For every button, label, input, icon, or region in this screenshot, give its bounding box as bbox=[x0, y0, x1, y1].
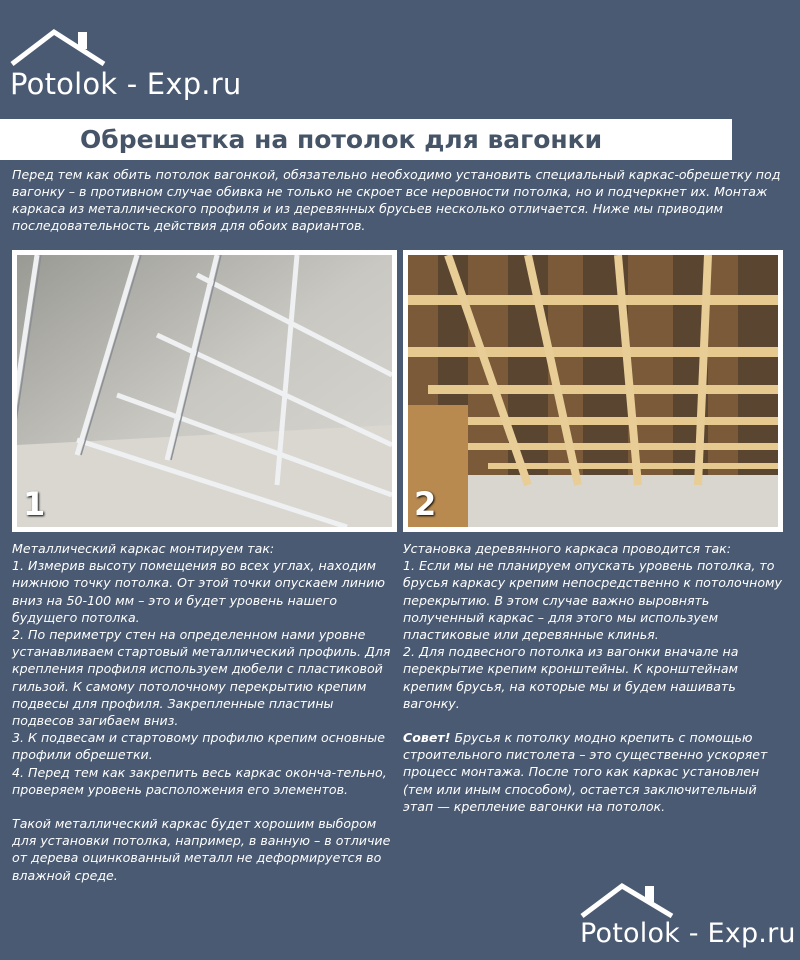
photo-number-1: 1 bbox=[23, 485, 46, 523]
site-logo-text: Potolok - Exp.ru bbox=[580, 918, 796, 949]
site-logo-text: Potolok - Exp.ru bbox=[10, 67, 242, 101]
metal-step-2: 2. По периметру стен на определенном нами уровне устанавливаем стартовый металлический профиль. Для крепления профиля используем дюбели с пластиковой гильзой. К самому потолочному перекрытию крепим подвесы для профиля. Закрепленные пластины подвесов загибаем вниз. bbox=[12, 627, 391, 729]
spacer bbox=[403, 712, 788, 729]
wooden-frame-photo bbox=[403, 250, 783, 532]
site-logo-top[interactable] bbox=[8, 26, 248, 106]
wooden-frame-instructions bbox=[403, 540, 788, 815]
house-roof-icon bbox=[8, 26, 118, 68]
intro-paragraph: Перед тем как обить потолок вагонкой, обязательно необходимо установить специальный каркас-обрешетку под вагонку – в противном случае обивка не только не скроет все неровности потолка, но и подчеркнет их. Монтаж каркаса из металлического профиля и из деревянных брусьев несколько отличается. Ниже мы приводим последовательность действия для обоих вариантов. bbox=[12, 167, 781, 233]
house-roof-icon bbox=[578, 880, 688, 920]
metal-frame-instructions bbox=[12, 540, 397, 884]
metal-frame-note: Такой металлический каркас будет хорошим выбором для установки потолка, например, в ванную – в отличие от дерева оцинкованный металл не деформируется во влажной среде. bbox=[12, 816, 391, 883]
article-title-bar bbox=[0, 119, 732, 160]
metal-step-3: 3. К подвесам и стартовому профилю крепим основные профили обрешетки. bbox=[12, 730, 385, 763]
tip-label: Совет! bbox=[403, 730, 451, 746]
metal-frame-photo bbox=[12, 250, 397, 532]
photo-number-2: 2 bbox=[414, 485, 437, 523]
wooden-step-2: 2. Для подвесного потолка из вагонки вначале на перекрытие крепим кронштейны. К кронштейнам крепим брусья, на которые мы и будем нашивать вагонку. bbox=[403, 644, 739, 711]
wooden-frame-ceiling-photo-icon bbox=[408, 255, 778, 527]
metal-frame-ceiling-photo-icon bbox=[17, 255, 392, 527]
tip-paragraph bbox=[403, 729, 788, 815]
spacer bbox=[12, 798, 397, 815]
metal-step-4: 4. Перед тем как закрепить весь каркас оконча-тельно, проверяем уровень расположения его элементов. bbox=[12, 764, 387, 797]
metal-step-1: 1. Измерив высоту помещения во всех углах, находим нижнюю точку потолка. От этой точки опускаем линию вниз на 50-100 мм – это и будет уровень нашего будущего потолка. bbox=[12, 558, 385, 625]
wooden-step-1: 1. Если мы не планируем опускать уровень потолка, то брусья каркасу крепим непосредственно к потолочному перекрытию. В этом случае важно выровнять полученный каркас – для этого мы используем пластиковые или деревянные клинья. bbox=[403, 558, 783, 643]
site-logo-bottom[interactable] bbox=[578, 880, 798, 956]
tip-text: Брусья к потолку модно крепить с помощью строительного пистолета – это существенно ускоряет процесс монтажа. После того как каркас установлен (тем или иным способом), остается заключительный этап — крепление вагонки на потолок. bbox=[403, 730, 768, 814]
page-title: Обрешетка на потолок для вагонки bbox=[80, 125, 603, 154]
metal-frame-lead: Металлический каркас монтируем так: bbox=[12, 541, 275, 556]
wooden-frame-lead: Установка деревянного каркаса проводится так: bbox=[403, 541, 732, 556]
